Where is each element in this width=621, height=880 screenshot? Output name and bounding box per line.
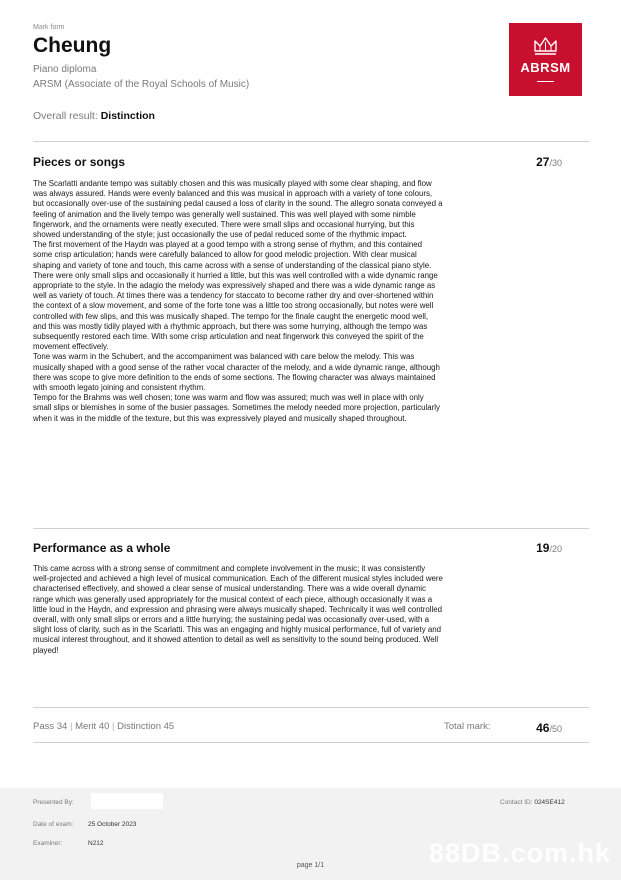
overall-result [33, 110, 155, 122]
score-value: 27 [536, 155, 550, 169]
divider [33, 141, 589, 142]
section-title-performance: Performance as a whole [33, 541, 171, 555]
separator: | [112, 721, 115, 732]
comment-paragraph: Tempo for the Brahms was well chosen; tone was warm and flow was assured; much was well in place with only small slips or blemishes in some of the busier passages. Sometimes the melody needed more projection, particularly when it was in the middle of the texture, but this was expressively played and musically shaped throughout. [33, 393, 440, 423]
total-mark-value: 46 [536, 721, 550, 735]
logo-underline [537, 81, 554, 82]
merit-threshold: Merit 40 [75, 721, 110, 732]
comment-paragraph: The first movement of the Haydn was played at a good tempo with a strong sense of rhythm, and this contained some crisp articulation; hands were carefully balanced to allow for good melodic projection. With clear musical shaping and variety of tone and touch, this came across with a sense of understanding of the classical piano style. There were only small slips and occasionally it hurried a little, but this was well controlled with a wide dynamic range appropriate to the style. In the adagio the melody was expressively shaped and there was a wide dynamic range as well as variety of touch. At times there was a tendency for staccato to become rather dry and over-shortened within the context of a slow movement, and some of the forte tone was a little too strong occasionally, but notes were well controlled with few slips, and this was musically shaped. The tempo for the finale caught the energetic mood well, and this was mostly tidily played with a rhythmic approach, but there was some hurrying, although the tempo was subsequently restored each time. With some crisp articulation and neat fingerwork this conveyed the spirit of the movement effectively. [33, 240, 438, 352]
qualification: ARSM (Associate of the Royal Schools of Music) [33, 79, 250, 90]
abrsm-logo [509, 23, 582, 96]
date-value: 25 October 2023 [88, 821, 137, 828]
presented-by-box [91, 793, 163, 809]
overall-result-value: Distinction [100, 110, 155, 122]
footer [0, 788, 621, 880]
score-max: /30 [549, 158, 562, 168]
exam-type: Piano diploma [33, 64, 97, 75]
distinction-threshold: Distinction 45 [117, 721, 175, 732]
total-mark-max: /50 [549, 724, 562, 734]
total-mark-label: Total mark: [444, 721, 491, 732]
divider [33, 707, 589, 708]
score-value: 19 [536, 541, 550, 555]
comment-paragraph: Tone was warm in the Schubert, and the accompaniment was balanced with care below the melody. This was musically shaped with a good sense of the rather vocal character of the melody, and a wide dynamic range, although there was scope to give more definition to the ends of some sections. The flowing character was always maintained with smooth legato joining and consistent rhythm. [33, 352, 440, 393]
logo-text: ABRSM [520, 60, 571, 75]
total-mark [536, 721, 562, 735]
separator: | [69, 721, 73, 732]
score-max: /20 [549, 544, 562, 554]
section-comments-performance [33, 564, 443, 656]
section-score-performance [536, 541, 562, 555]
candidate-name: Cheung [33, 34, 112, 57]
section-score-pieces [536, 155, 562, 169]
date-label: Date of exam: [33, 821, 74, 828]
overall-result-label: Overall result: [33, 110, 98, 122]
section-comments-pieces [33, 179, 443, 424]
pass-threshold: Pass 34 [33, 721, 68, 732]
section-title-pieces: Pieces or songs [33, 155, 126, 169]
contact-id-value: 024SE412 [534, 799, 565, 806]
comment-paragraph: This came across with a strong sense of commitment and complete involvement in the music; it was consistently well-projected and achieved a high level of musical communication. Each of the different musical styles included were characterised effectively, and showed a clear sense of musical understanding. There was a wide overall dynamic range which was generally used appropriately for the musical context of each piece, although occasionally it was a little loud in the Haydn, and expression and phrasing were always musically shaped. Technically it was well controlled overall, with only small slips or errors and a little hurrying; the sustaining pedal was occasionally over-used, with a slight loss of clarity, such as in the Scarlatti. This was an engaging and highly musical performance, full of variety and musical interest throughout, and it showed attention to detail as well as sensitivity to the sound being produced. Well played! [33, 564, 443, 655]
contact-id-label: Contact ID: [500, 799, 533, 806]
contact-id [500, 799, 565, 806]
divider [33, 528, 589, 529]
comment-paragraph: The Scarlatti andante tempo was suitably chosen and this was musically played with some clear shaping, and flow was always assured. Hands were evenly balanced and this was musical in approach with a variety of tone colours, but occasionally over-use of the sustaining pedal caused a loss of clarity in the sound. The allegro sonata conveyed a feeling of animation and the lively tempo was generally well sustained. This was well played with some nimble fingerwork, and the ornaments were neatly executed. There were small slips and occasional hurrying, but this showed understanding of the style; just occasionally the use of pedal reduced some of the rhythmic impact. [33, 179, 443, 240]
grade-thresholds [33, 721, 174, 732]
examiner-value: N212 [88, 840, 104, 847]
crown-icon [533, 36, 558, 56]
divider [33, 742, 589, 743]
presented-by-label: Presented By: [33, 799, 74, 806]
watermark: 88DB.com.hk [428, 838, 611, 868]
examiner-label: Examiner: [33, 840, 63, 847]
page-number: page 1/1 [296, 862, 325, 869]
doc-type-label: Mark form [33, 24, 65, 31]
